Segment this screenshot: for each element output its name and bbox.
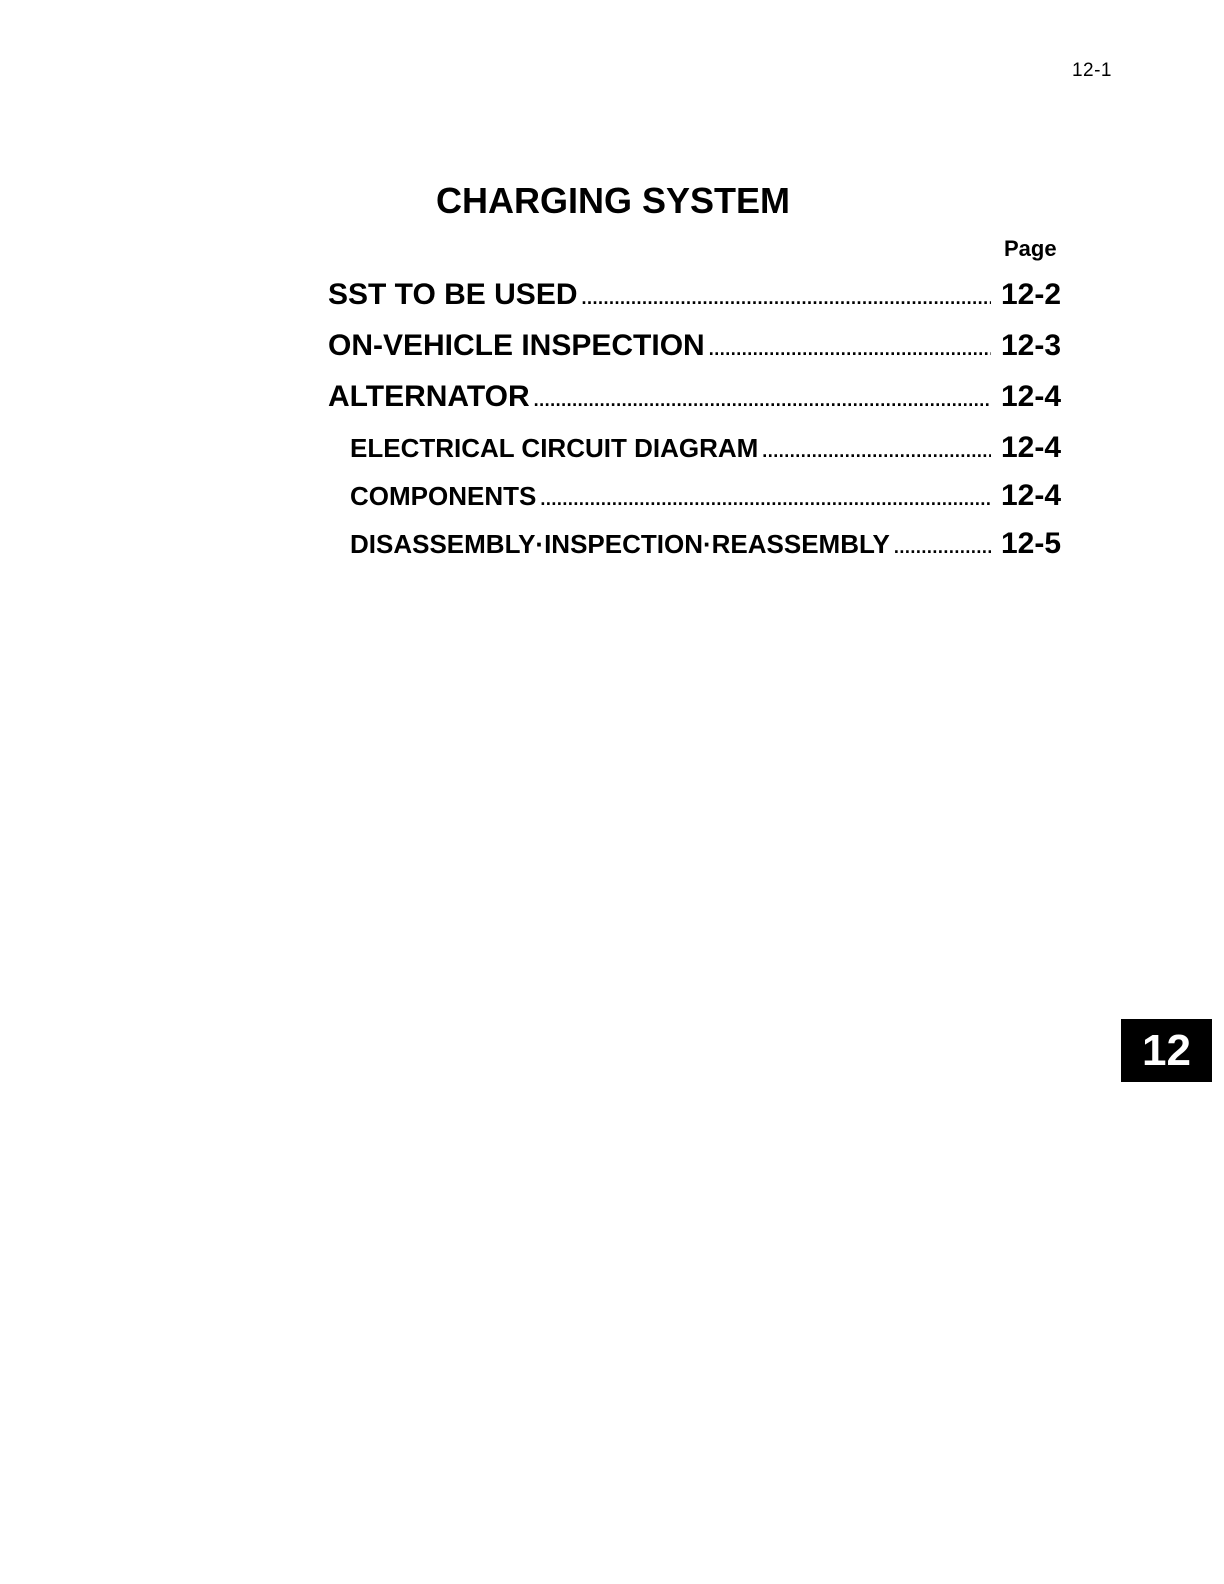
toc-entry-page: 12-3 [1000, 329, 1061, 362]
toc-entry-page: 12-4 [1000, 431, 1061, 464]
dot-leader [762, 441, 991, 462]
toc-entry-sst-to-be-used[interactable] [328, 278, 1061, 329]
dot-leader [534, 390, 991, 411]
toc-entry-on-vehicle-inspection[interactable] [328, 329, 1061, 380]
dot-leader [582, 288, 991, 309]
toc-entry-electrical-circuit-diagram[interactable] [328, 431, 1061, 479]
toc-entry-title: ALTERNATOR [328, 380, 530, 413]
toc-entry-alternator[interactable] [328, 380, 1061, 431]
toc-entry-page: 12-5 [1000, 527, 1061, 560]
toc-entry-title: DISASSEMBLY·INSPECTION·REASSEMBLY [350, 529, 890, 559]
dot-leader [709, 339, 991, 360]
toc-entry-page: 12-4 [1000, 380, 1061, 413]
page-number: 12-1 [1071, 60, 1112, 81]
toc-entry-page: 12-2 [1000, 278, 1061, 311]
toc-entry-page: 12-4 [1000, 479, 1061, 512]
toc-entry-components[interactable] [328, 479, 1061, 527]
section-tab: 12 [1121, 1019, 1212, 1082]
chapter-title: CHARGING SYSTEM [436, 180, 791, 221]
toc-entry-title: SST TO BE USED [328, 278, 578, 311]
toc-entry-disassembly-inspection-reassembly[interactable] [328, 527, 1061, 575]
dot-leader [894, 537, 991, 558]
page-column-header: Page [1004, 236, 1057, 261]
table-of-contents [328, 278, 1061, 575]
toc-entry-title: COMPONENTS [350, 481, 537, 511]
toc-entry-title: ON-VEHICLE INSPECTION [328, 329, 705, 362]
toc-entry-title: ELECTRICAL CIRCUIT DIAGRAM [350, 433, 759, 463]
dot-leader [540, 489, 991, 510]
